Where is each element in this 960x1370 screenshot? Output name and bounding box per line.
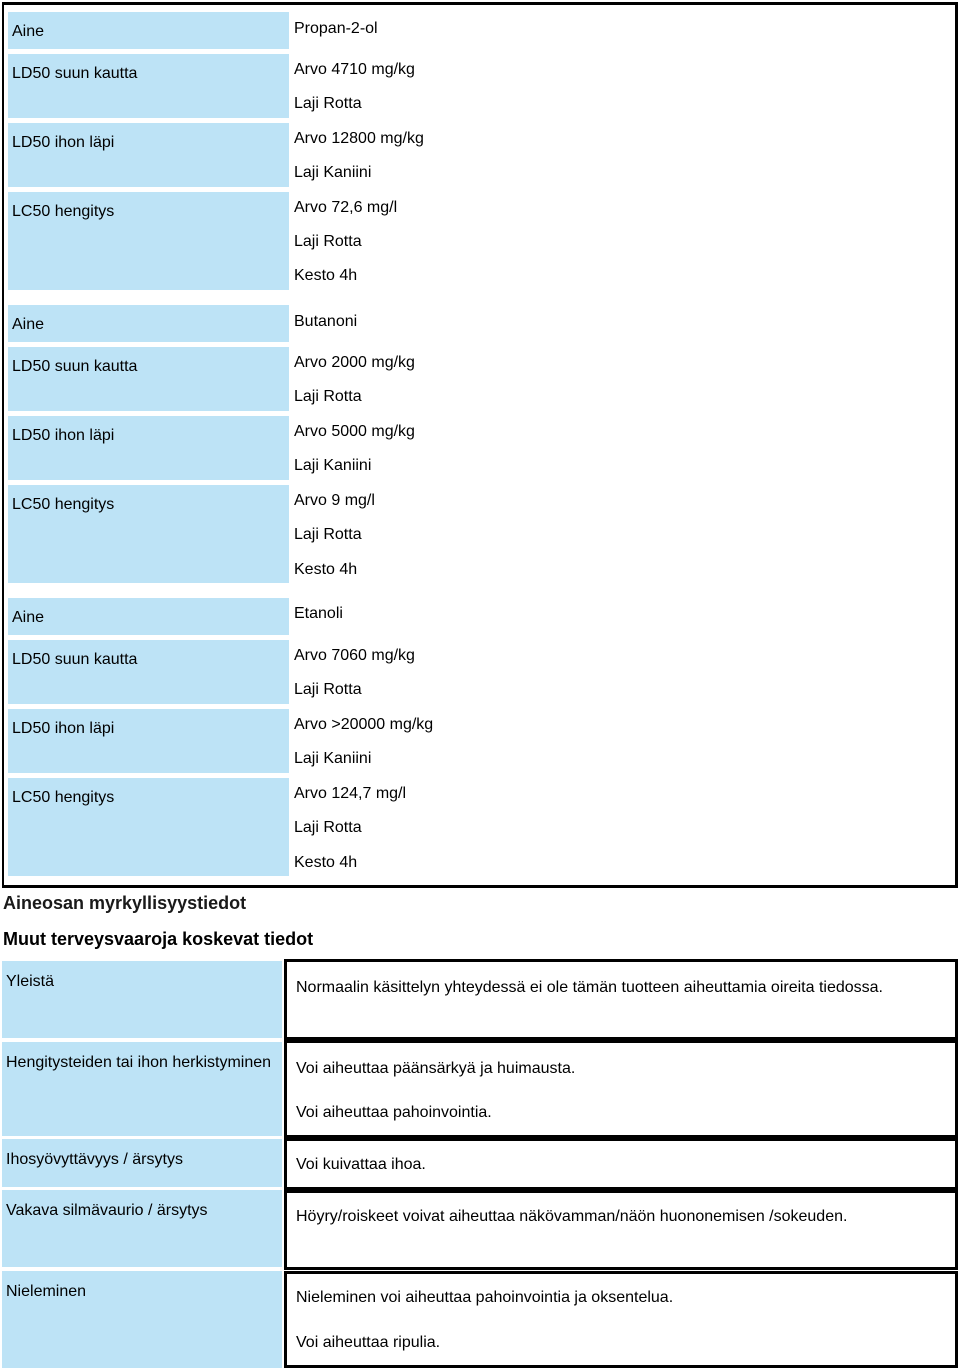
table-1-value-line: Arvo 72,6 mg/l — [294, 199, 398, 216]
table-2-substance: Butanoni — [294, 313, 358, 330]
table-1-value-line: Laji Kaniini — [294, 164, 372, 181]
table-3-value-line: Arvo 124,7 mg/l — [294, 785, 407, 802]
hazard-value-line: Voi aiheuttaa pahoinvointia. — [296, 1104, 492, 1121]
table-3-label-aine: Aine — [8, 598, 289, 635]
hazard-value-skin-corrosion — [284, 1138, 958, 1190]
table-3-value-line: Laji Rotta — [294, 681, 362, 698]
hazard-value-ingestion — [284, 1271, 958, 1368]
hazard-label-skin-corrosion: Ihosyövyttävyys / ärsytys — [2, 1139, 282, 1187]
hazard-value-line: Nieleminen voi aiheuttaa pahoinvointia ja oksentelua. — [296, 1289, 674, 1306]
table-1-value-line: Arvo 4710 mg/kg — [294, 61, 415, 78]
table-2-value-line: Arvo 9 mg/l — [294, 492, 375, 509]
hazard-value-line: Normaalin käsittelyn yhteydessä ei ole tämän tuotteen aiheuttamia oireita tiedossa. — [296, 979, 883, 996]
hazard-label-eye-damage: Vakava silmävaurio / ärsytys — [2, 1190, 282, 1267]
table-1-label-ld50-dermal: LD50 ihon läpi — [8, 123, 289, 187]
hazard-label-sensitisation: Hengitysteiden tai ihon herkistyminen — [2, 1042, 282, 1136]
table-1-value-line: Laji Rotta — [294, 95, 362, 112]
table-2-label-lc50-inhalation: LC50 hengitys — [8, 485, 289, 583]
table-3-value-line: Laji Rotta — [294, 819, 362, 836]
table-1-label-aine: Aine — [8, 12, 289, 49]
hazard-value-line: Voi aiheuttaa ripulia. — [296, 1334, 441, 1351]
table-2-value-line: Kesto 4h — [294, 561, 358, 578]
hazard-value-line: Höyry/roiskeet voivat aiheuttaa näkövamman/näön huononemisen /sokeuden. — [296, 1208, 848, 1225]
table-3-label-lc50-inhalation: LC50 hengitys — [8, 778, 289, 876]
hazard-label-general: Yleistä — [2, 961, 282, 1038]
hazard-label-ingestion: Nieleminen — [2, 1271, 282, 1368]
table-1-label-lc50-inhalation: LC50 hengitys — [8, 192, 289, 290]
table-1-value-line: Laji Rotta — [294, 233, 362, 250]
table-3-value-line: Arvo 7060 mg/kg — [294, 647, 415, 664]
section-heading-other-hazards: Muut terveysvaaroja koskevat tiedot — [3, 929, 314, 949]
hazard-value-line: Voi aiheuttaa päänsärkyä ja huimausta. — [296, 1060, 576, 1077]
section-heading-component-toxicity: Aineosan myrkyllisyystiedot — [3, 893, 247, 913]
table-2-value-line: Arvo 2000 mg/kg — [294, 354, 415, 371]
table-2-label-aine: Aine — [8, 305, 289, 342]
table-2-value-line: Laji Kaniini — [294, 457, 372, 474]
table-3-label-ld50-oral: LD50 suun kautta — [8, 640, 289, 704]
hazard-value-line: Voi kuivattaa ihoa. — [296, 1156, 426, 1173]
table-2-label-ld50-oral: LD50 suun kautta — [8, 347, 289, 411]
table-3-label-ld50-dermal: LD50 ihon läpi — [8, 709, 289, 773]
table-3-substance: Etanoli — [294, 605, 343, 622]
table-1-value-line: Kesto 4h — [294, 267, 358, 284]
table-2-label-ld50-dermal: LD50 ihon läpi — [8, 416, 289, 480]
table-2-value-line: Arvo 5000 mg/kg — [294, 423, 415, 440]
table-1-label-ld50-oral: LD50 suun kautta — [8, 54, 289, 118]
table-3-value-line: Arvo >20000 mg/kg — [294, 716, 434, 733]
hazard-value-sensitisation — [284, 1040, 958, 1138]
hazard-value-general — [284, 959, 958, 1040]
table-1-value-line: Arvo 12800 mg/kg — [294, 130, 424, 147]
table-3-value-line: Laji Kaniini — [294, 750, 372, 767]
table-2-value-line: Laji Rotta — [294, 388, 362, 405]
hazard-value-eye-damage — [284, 1190, 958, 1270]
table-2-value-line: Laji Rotta — [294, 526, 362, 543]
table-1-substance: Propan-2-ol — [294, 20, 378, 37]
table-3-value-line: Kesto 4h — [294, 854, 358, 871]
